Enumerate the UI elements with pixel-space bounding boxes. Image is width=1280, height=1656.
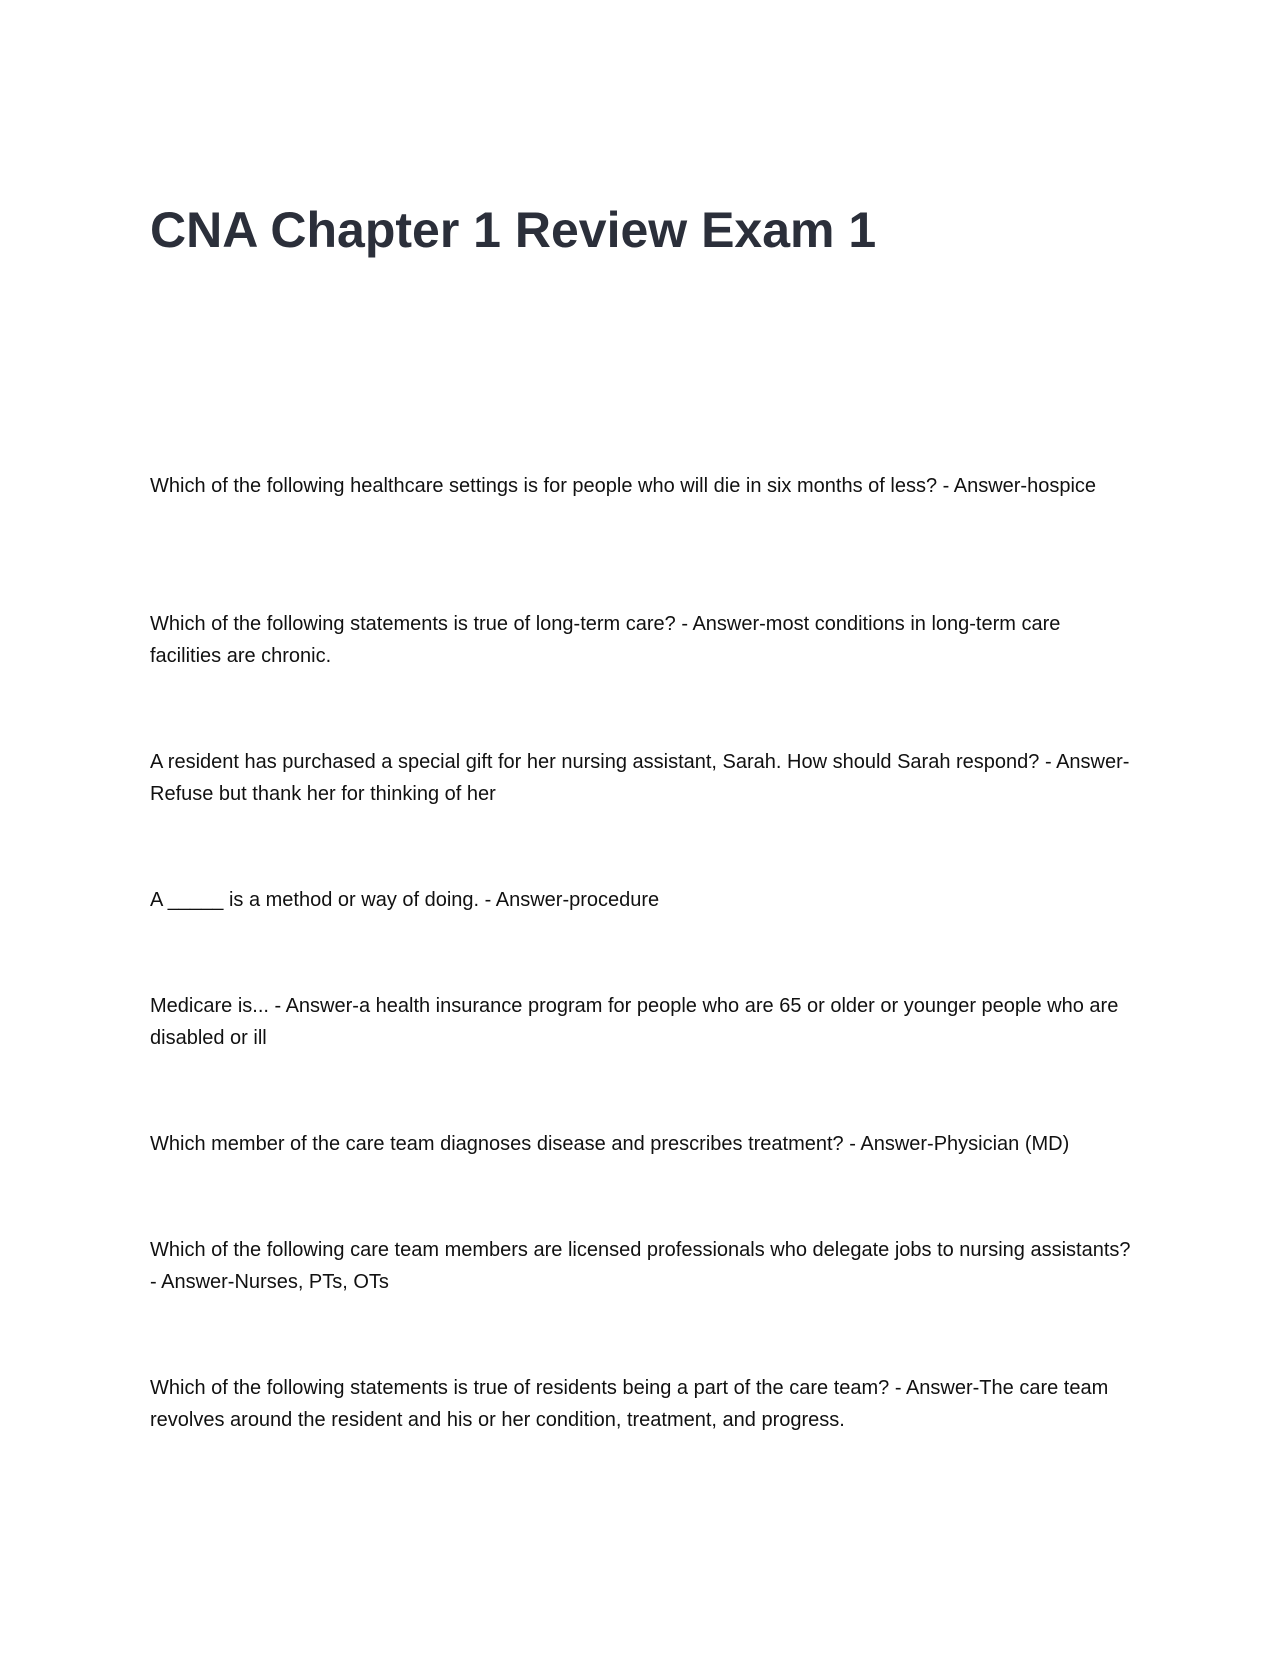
qa-item: Which of the following healthcare settings is for people who will die in six months of less? - Answer-hospice [150,475,1097,497]
qa-item: Which of the following statements is true of long-term care? - Answer-most conditions in long-term care facilities are chronic. [150,613,1061,667]
qa-item: Which of the following care team members are licensed professionals who delegate jobs to nursing assistants? - Answer-Nurses, PTs, OTs [150,1239,1131,1293]
qa-item: A resident has purchased a special gift for her nursing assistant, Sarah. How should Sarah respond? - Answer-Refuse but thank her for thinking of her [150,751,1130,805]
qa-item: Which member of the care team diagnoses disease and prescribes treatment? - Answer-Physician (MD) [150,1133,1070,1155]
qa-item: A _____ is a method or way of doing. - Answer-procedure [150,889,660,911]
page-title: CNA Chapter 1 Review Exam 1 [150,202,877,258]
qa-item: Medicare is... - Answer-a health insurance program for people who are 65 or older or younger people who are disabled or ill [150,995,1119,1049]
qa-item: Which of the following statements is true of residents being a part of the care team? - Answer-The care team revolves around the resident and his or her condition, treatment, and progress. [150,1377,1109,1431]
